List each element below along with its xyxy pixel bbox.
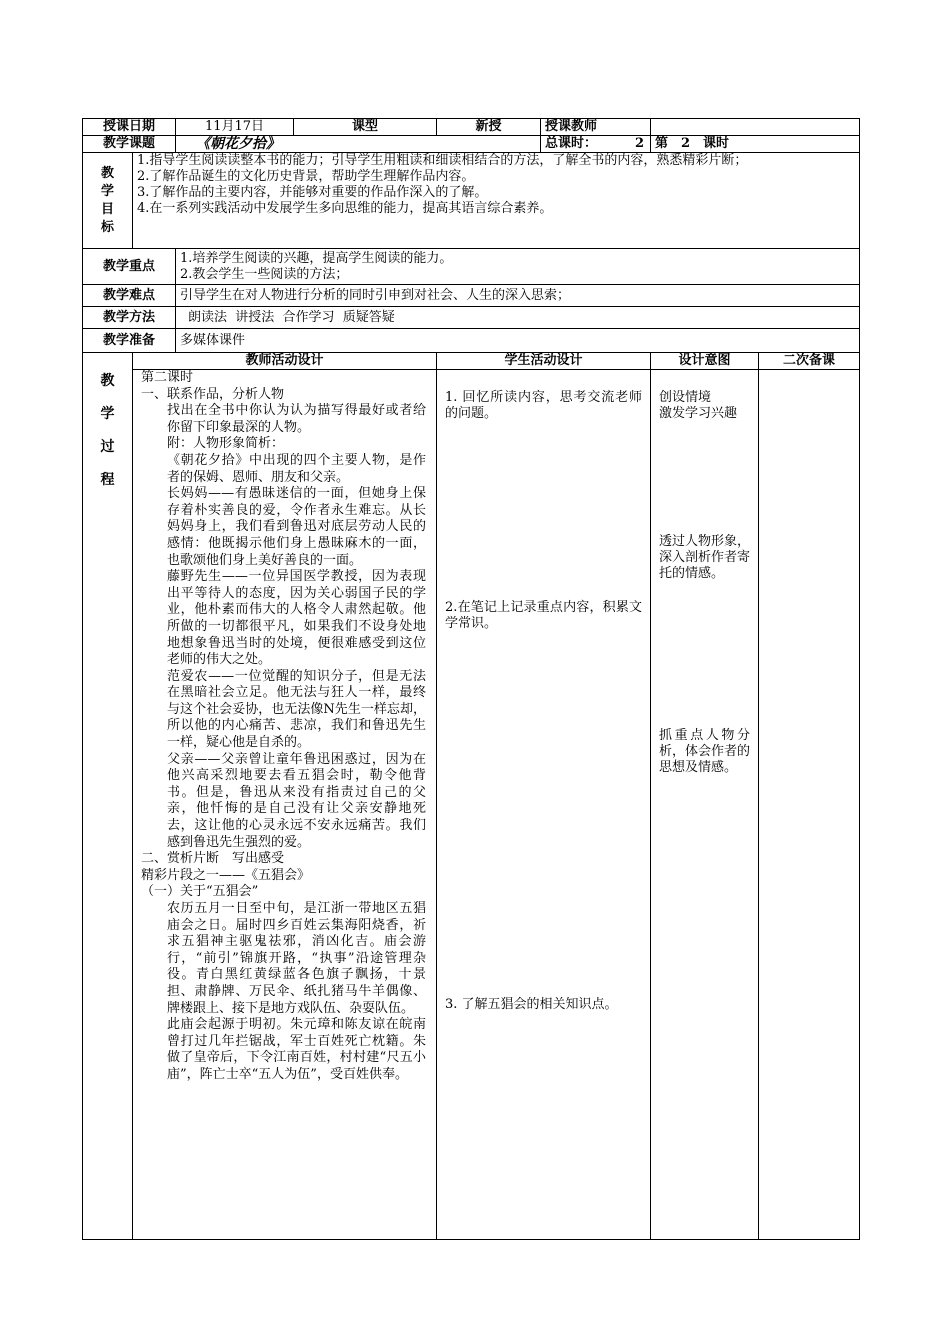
teacher-paragraph: 农历五月一日至中旬，是江浙一带地区五猖庙会之日。届时四乡百姓云集海阳烧香，祈求五猖神主驱鬼祛邪，消凶化吉。庙会游行，“前引”锦旗开路，“执事”沿途管理杂役。青白黑红黄绿蓝各色旗子飘扬，十景担、肃静牌、万民伞、纸扎猪马牛羊偶像、牌楼跟上、接下是地方戏队伍、杂耍队伍。 (167, 901, 427, 1016)
teacher-value (651, 119, 860, 136)
student-item: 2.在笔记上记录重点内容，积累文学常识。 (445, 600, 643, 631)
intent-item: 透过人物形象，深入剖析作者寄托的情感。 (659, 534, 751, 581)
teacher-line: 精彩片段之一——《五猖会》 (141, 867, 311, 883)
keypoint-item: 1.培养学生阅读的兴趣，提高学生阅读的能力。 (180, 251, 453, 266)
total-label: 总课时： 2 (541, 136, 651, 153)
teacher-line: （一）关于“五猖会” (141, 884, 259, 900)
date-label: 授课日期 (83, 119, 176, 136)
header-row-2 (83, 136, 860, 153)
date-value: 11月17日 (176, 119, 294, 136)
teacher-line: 二、赏析片断 写出感受 (141, 851, 285, 867)
lesson-plan-table (82, 118, 860, 1240)
student-item: 3. 了解五猖会的相关知识点。 (445, 997, 618, 1012)
process-header-row (83, 353, 860, 370)
teacher-paragraph: 附：人物形象简析： (167, 436, 285, 452)
teacher-paragraph: 长妈妈——有愚昧迷信的一面，但她身上保存着朴实善良的爱，令作者永生难忘。从长妈妈身上，我们看到鲁迅对底层劳动人民的感情：他既揭示他们身上愚昧麻木的一面，也歌颂他们身上美好善良的一面。 (167, 486, 427, 568)
header-row-1 (83, 119, 860, 136)
objectives-cell (133, 153, 860, 249)
process-body-row (83, 370, 860, 1240)
teacher-paragraph: 找出在全书中你认为认为描写得最好或者给你留下印象最深的人物。 (167, 403, 427, 435)
objectives-row (83, 153, 860, 249)
second-prep-cell (759, 370, 860, 1240)
intent-item: 激发学习兴趣 (659, 406, 738, 421)
prep-text: 多媒体课件 (176, 329, 860, 353)
process-label: 教学过程 (83, 353, 133, 1240)
teacher-paragraph: 范爱农——一位觉醒的知识分子，但是无法在黑暗社会立足。他无法与狂人一样，最终与这个社会妥协，也无法像N先生一样忘却，所以他的内心痛苦、悲凉，我们和鲁迅先生一样，疑心他是自杀的。 (167, 668, 427, 751)
total-value: 2 (634, 136, 645, 151)
objective-item: 2.了解作品诞生的文化历史背景，帮助学生理解作品内容。 (137, 169, 475, 184)
type-label: 课型 (294, 119, 437, 136)
col-second-prep: 二次备课 (759, 353, 860, 370)
teacher-line: 第二课时 (141, 370, 194, 385)
col-teacher-activity: 教师活动设计 (133, 353, 437, 370)
teacher-label: 授课教师 (541, 119, 651, 136)
teacher-paragraph: 《朝花夕拾》中出现的四个主要人物，是作者的保姆、恩师、朋友和父亲。 (167, 452, 427, 485)
difficulty-label: 教学难点 (83, 285, 176, 307)
teacher-paragraph: 藤野先生——一位异国医学教授，因为表现出平等待人的态度，因为关心弱国子民的学业，他朴素而伟大的人格令人肃然起敬。他所做的一切都很平凡，如果我们不设身处地地想象鲁迅当时的处境，便很难感受到这位老师的伟大之处。 (167, 569, 427, 668)
keypoint-item: 2.教会学生一些阅读的方法； (180, 267, 349, 282)
teacher-line: 一、联系作品，分析人物 (141, 386, 285, 402)
objective-item: 4.在一系列实践活动中发展学生多向思维的能力，提高其语言综合素养。 (137, 201, 553, 216)
difficulty-row (83, 285, 860, 307)
difficulty-text: 引导学生在对人物进行分析的同时引申到对社会、人生的深入思索； (176, 285, 860, 307)
intent-item: 创设情境 (659, 390, 712, 405)
objective-item: 3.了解作品的主要内容，并能够对重要的作品作深入的了解。 (137, 185, 488, 200)
intent-item: 抓重点人物分析，体会作者的思想及情感。 (659, 728, 751, 775)
method-row (83, 307, 860, 329)
col-student-activity: 学生活动设计 (437, 353, 651, 370)
teacher-paragraph: 此庙会起源于明初。朱元璋和陈友谅在皖南曾打过几年拦锯战，军士百姓死亡枕籍。朱做了皇帝后，下令江南百姓，村村建“尺五小庙”，阵亡士卒“五人为伍”，受百姓供奉。 (167, 1017, 427, 1082)
type-value: 新授 (437, 119, 541, 136)
student-item: 1. 回忆所读内容，思考交流老师的问题。 (445, 390, 643, 421)
keypoints-row (83, 249, 860, 285)
student-activity-cell (437, 370, 651, 1240)
method-text: 朗读法 讲授法 合作学习 质疑答疑 (176, 307, 860, 329)
session-label: 第 2 课时 (651, 136, 860, 153)
topic-label: 教学课题 (83, 136, 176, 153)
topic-value: 《朝花夕拾》 (176, 136, 541, 153)
objective-item: 1.指导学生阅读读整本书的能力；引导学生用粗读和细读相结合的方法，了解全书的内容，熟悉精彩片断； (137, 153, 748, 168)
keypoints-label: 教学重点 (83, 249, 176, 285)
teacher-activity-cell (133, 370, 437, 1240)
design-intent-cell (651, 370, 759, 1240)
method-label: 教学方法 (83, 307, 176, 329)
keypoints-cell (176, 249, 860, 285)
prep-label: 教学准备 (83, 329, 176, 353)
objectives-label: 教学目标 (83, 153, 133, 249)
lesson-plan-sheet (82, 118, 859, 1240)
col-design-intent: 设计意图 (651, 353, 759, 370)
teacher-paragraph: 父亲——父亲曾让童年鲁迅困惑过，因为在他兴高采烈地要去看五猖会时，勒令他背书。但是，鲁迅从来没有指责过自己的父亲，他忏悔的是自己没有让父亲安静地死去，这让他的心灵永远不安永远痛苦。我们感到鲁迅先生强烈的爱。 (167, 751, 427, 850)
prep-row (83, 329, 860, 353)
